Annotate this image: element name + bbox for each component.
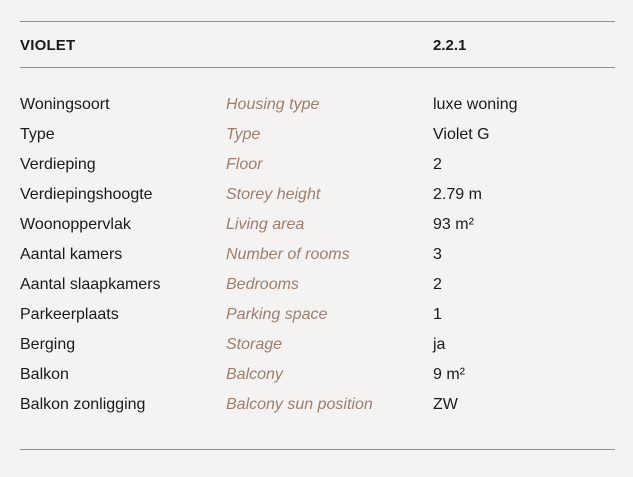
spec-value: Violet G	[433, 126, 490, 143]
spec-value: 3	[433, 246, 442, 263]
english-label: Housing type	[226, 96, 320, 113]
spec-row-living-area	[0, 214, 633, 244]
top-divider	[20, 21, 615, 22]
unit-code: 2.2.1	[433, 37, 467, 54]
english-label: Parking space	[226, 306, 328, 323]
spec-header	[0, 34, 633, 56]
spec-value: 2	[433, 156, 442, 173]
spec-row-floor	[0, 154, 633, 184]
spec-value: 1	[433, 306, 442, 323]
spec-row-number-of-rooms	[0, 244, 633, 274]
english-label: Floor	[226, 156, 263, 173]
dutch-label: Aantal slaapkamers	[20, 276, 161, 293]
spec-value: 93 m²	[433, 216, 474, 233]
dutch-label: Balkon	[20, 366, 69, 383]
english-label: Balcony	[226, 366, 283, 383]
unit-name: VIOLET	[20, 37, 76, 54]
spec-value: luxe woning	[433, 96, 518, 113]
dutch-label: Woningsoort	[20, 96, 110, 113]
spec-row-storage	[0, 334, 633, 364]
header-divider	[20, 67, 615, 68]
spec-row-housing-type	[0, 94, 633, 124]
dutch-label: Type	[20, 126, 55, 143]
dutch-label: Aantal kamers	[20, 246, 123, 263]
spec-table	[0, 94, 633, 424]
spec-row-balcony	[0, 364, 633, 394]
dutch-label: Woonoppervlak	[20, 216, 131, 233]
spec-row-type	[0, 124, 633, 154]
spec-value: 2	[433, 276, 442, 293]
english-label: Balcony sun position	[226, 396, 373, 413]
dutch-label: Parkeerplaats	[20, 306, 119, 323]
dutch-label: Berging	[20, 336, 76, 353]
english-label: Number of rooms	[226, 246, 350, 263]
spec-row-parking-space	[0, 304, 633, 334]
spec-row-bedrooms	[0, 274, 633, 304]
spec-value: ZW	[433, 396, 458, 413]
dutch-label: Verdieping	[20, 156, 96, 173]
spec-value: ja	[433, 336, 446, 353]
english-label: Type	[226, 126, 261, 143]
english-label: Storage	[226, 336, 283, 353]
bottom-divider	[20, 449, 615, 450]
english-label: Bedrooms	[226, 276, 299, 293]
spec-row-storey-height	[0, 184, 633, 214]
dutch-label: Balkon zonligging	[20, 396, 146, 413]
spec-value: 2.79 m	[433, 186, 482, 203]
dutch-label: Verdiepingshoogte	[20, 186, 153, 203]
english-label: Living area	[226, 216, 305, 233]
spec-row-balcony-sun-position	[0, 394, 633, 424]
spec-value: 9 m²	[433, 366, 465, 383]
english-label: Storey height	[226, 186, 321, 203]
